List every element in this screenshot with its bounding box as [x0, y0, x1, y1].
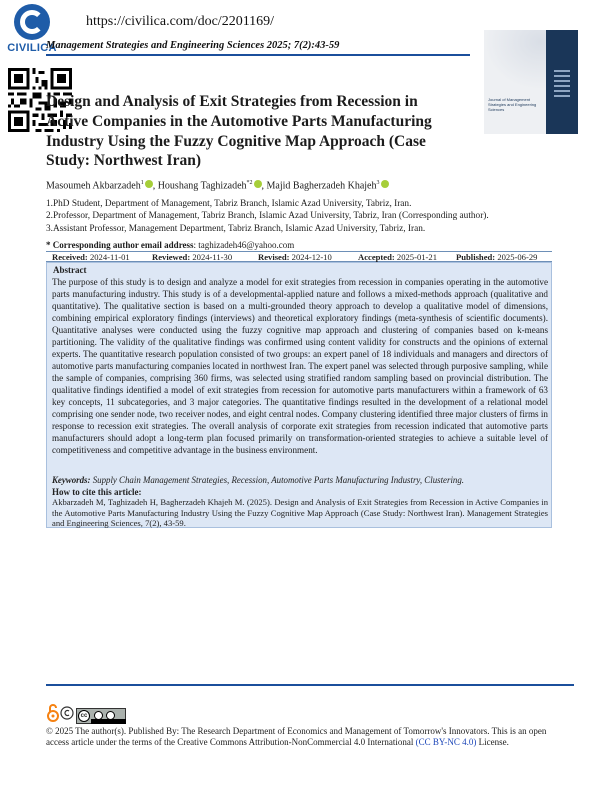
copyright-icon: [60, 706, 74, 720]
affiliations: [46, 198, 489, 235]
cc-by-nc-badge[interactable]: [76, 708, 126, 724]
civilica-logo-icon: [14, 4, 50, 40]
affiliation-item: 3.Assistant Professor, Management Department, Tabriz Branch, Islamic Azad University, Tabriz, Iran.: [46, 223, 426, 234]
keywords: [52, 475, 464, 485]
affiliation-item: 1.PhD Student, Department of Management, Tabriz Branch, Islamic Azad University, Tabriz, Iran.: [46, 199, 412, 209]
author-name: Majid Bagherzadeh Khajeh: [266, 180, 377, 192]
orcid-icon[interactable]: [145, 180, 153, 188]
author-affiliation-mark: *2: [246, 180, 253, 186]
date-reviewed: Reviewed: 2024-11-30: [152, 252, 233, 262]
date-published: Published: 2025-06-29: [456, 252, 538, 262]
corresponding-label: * Corresponding author email address: [46, 240, 194, 250]
orcid-icon[interactable]: [381, 180, 389, 188]
open-access-icon: [46, 704, 60, 722]
author-list: Masoumeh Akbarzadeh$^1$ , Houshang Taghizadeh$^{*2}$ , Majid Bagherzadeh Khajeh$^3$: [46, 180, 389, 191]
date-revised: Revised: 2024-12-10: [258, 252, 332, 262]
affiliation-item: 2.Professor, Department of Management, Tabriz Branch, Islamic Azad University, Tabriz, Iran (Corresponding author).: [46, 211, 489, 222]
cover-title: Journal of Management Strategies and Engineering Sciences: [488, 97, 537, 112]
keywords-label: Keywords:: [52, 475, 91, 485]
author-affiliation-mark: 1: [140, 180, 144, 186]
footer-divider: [46, 684, 574, 686]
license-link[interactable]: (CC BY-NC 4.0): [415, 737, 477, 747]
keywords-list: Supply Chain Management Strategies, Recession, Automotive Parts Manufacturing Industry, Clustering.: [90, 475, 465, 485]
journal-header: [46, 40, 339, 51]
date-received: Received: 2024-11-01: [52, 252, 130, 262]
journal-citation: Management Strategies and Engineering Sciences 2025; 7(2):43-59: [46, 40, 340, 51]
document-url[interactable]: https://civilica.com/doc/2201169/: [86, 14, 275, 29]
title-line-4: Study: Northwest Iran): [46, 152, 201, 170]
abstract-box: [46, 262, 552, 528]
corresponding-author: [46, 240, 294, 250]
abstract-text: The purpose of this study is to design and analyze a model for exit strategies from recession in companies operating in the automotive parts manufacturing industry. This study is of a developmental-applied nature and follows a mixed-methods approach (qualitative and quantitative). The qualitative section is based on a multi-grounded theory approach to develop a qualitative model of dimensions, combining empirical exploratory findings (interviews) and theoretical exploratory findings (meta-synthesis of scientific documents). Quantitative analyses were conducted using the fuzzy cognitive map approach and clustering of companies based on k-means partitioning. The validity of the qualitative findings was confirmed using content validity for constructs and the opinions of external experts. The quantitative research population consisted of two groups: an expert panel of 18 individuals and managers and directors of automotive parts manufacturing companies located in northwest Iran. The expert panel was selected through purposive sampling, while the sample of companies, comprising 360 firms, was selected using stratified random sampling based on provincial distribution. The qualitative findings identified a model of exit strategies from recession for automotive parts manufacturers within a framework of 63 key concepts, 11 subcategories, and 3 major categories. The quantitative findings resulted in the development of a relational model comprising one sender node, two receiver nodes, and eight central nodes. Company clustering identified three major clusters of firms in response to recession exit strategies. The overall analysis of corporate exit strategies from recession indicated that automotive parts manufacturers should adopt a long-term plan focused primarily on transformation-oriented strategies to achieve a suitable level of competitiveness and competitive advantage in the business environment.: [52, 277, 548, 455]
author-name: Houshang Taghizadeh: [157, 180, 247, 192]
date-accepted: Accepted: 2025-01-21: [358, 252, 438, 262]
header-divider: [46, 54, 470, 56]
civilica-logo-text: CIVILICA: [7, 42, 57, 54]
cc-icon: cc: [78, 710, 90, 722]
cite-heading: How to cite this article:: [52, 487, 142, 497]
author-affiliation-mark: 3: [376, 180, 380, 186]
license-logos: [46, 702, 130, 724]
article-title: [46, 92, 476, 171]
title-line-3: Industry Using the Fuzzy Cognitive Map Approach (Case: [46, 132, 426, 150]
journal-cover-image: [484, 30, 578, 134]
orcid-icon[interactable]: [254, 180, 262, 188]
title-line-1: Design and Analysis of Exit Strategies from Recession in: [46, 93, 418, 110]
copyright-notice: [46, 726, 556, 748]
title-line-2: Active Companies in the Automotive Parts Manufacturing: [46, 112, 432, 130]
citation-text: Akbarzadeh M, Taghizadeh H, Bagherzadeh Khajeh M. (2025). Design and Analysis of Exit Strategies from Recession in Active Companies in the Automotive Parts Manufacturing Industry Using the Fuzzy Cognitive Map Approach (Case Study: Northwest Iran). Management Strategies and Engineering Sciences, 7(2), 43-59.: [52, 497, 548, 528]
corresponding-email[interactable]: : taghizadeh46@yahoo.com: [193, 240, 295, 250]
copyright-end: License.: [476, 737, 509, 747]
copyright-text: © 2025 The author(s). Published By: The Research Department of Economics and Management of Tomorrow's Innovators. This is an open access article under the terms of the Creative Commons Attribution-NonCommercial 4.0 International: [46, 726, 547, 747]
author-name: Masoumeh Akbarzadeh: [46, 180, 141, 192]
article-dates: [46, 251, 552, 262]
abstract-heading: Abstract: [53, 265, 87, 275]
